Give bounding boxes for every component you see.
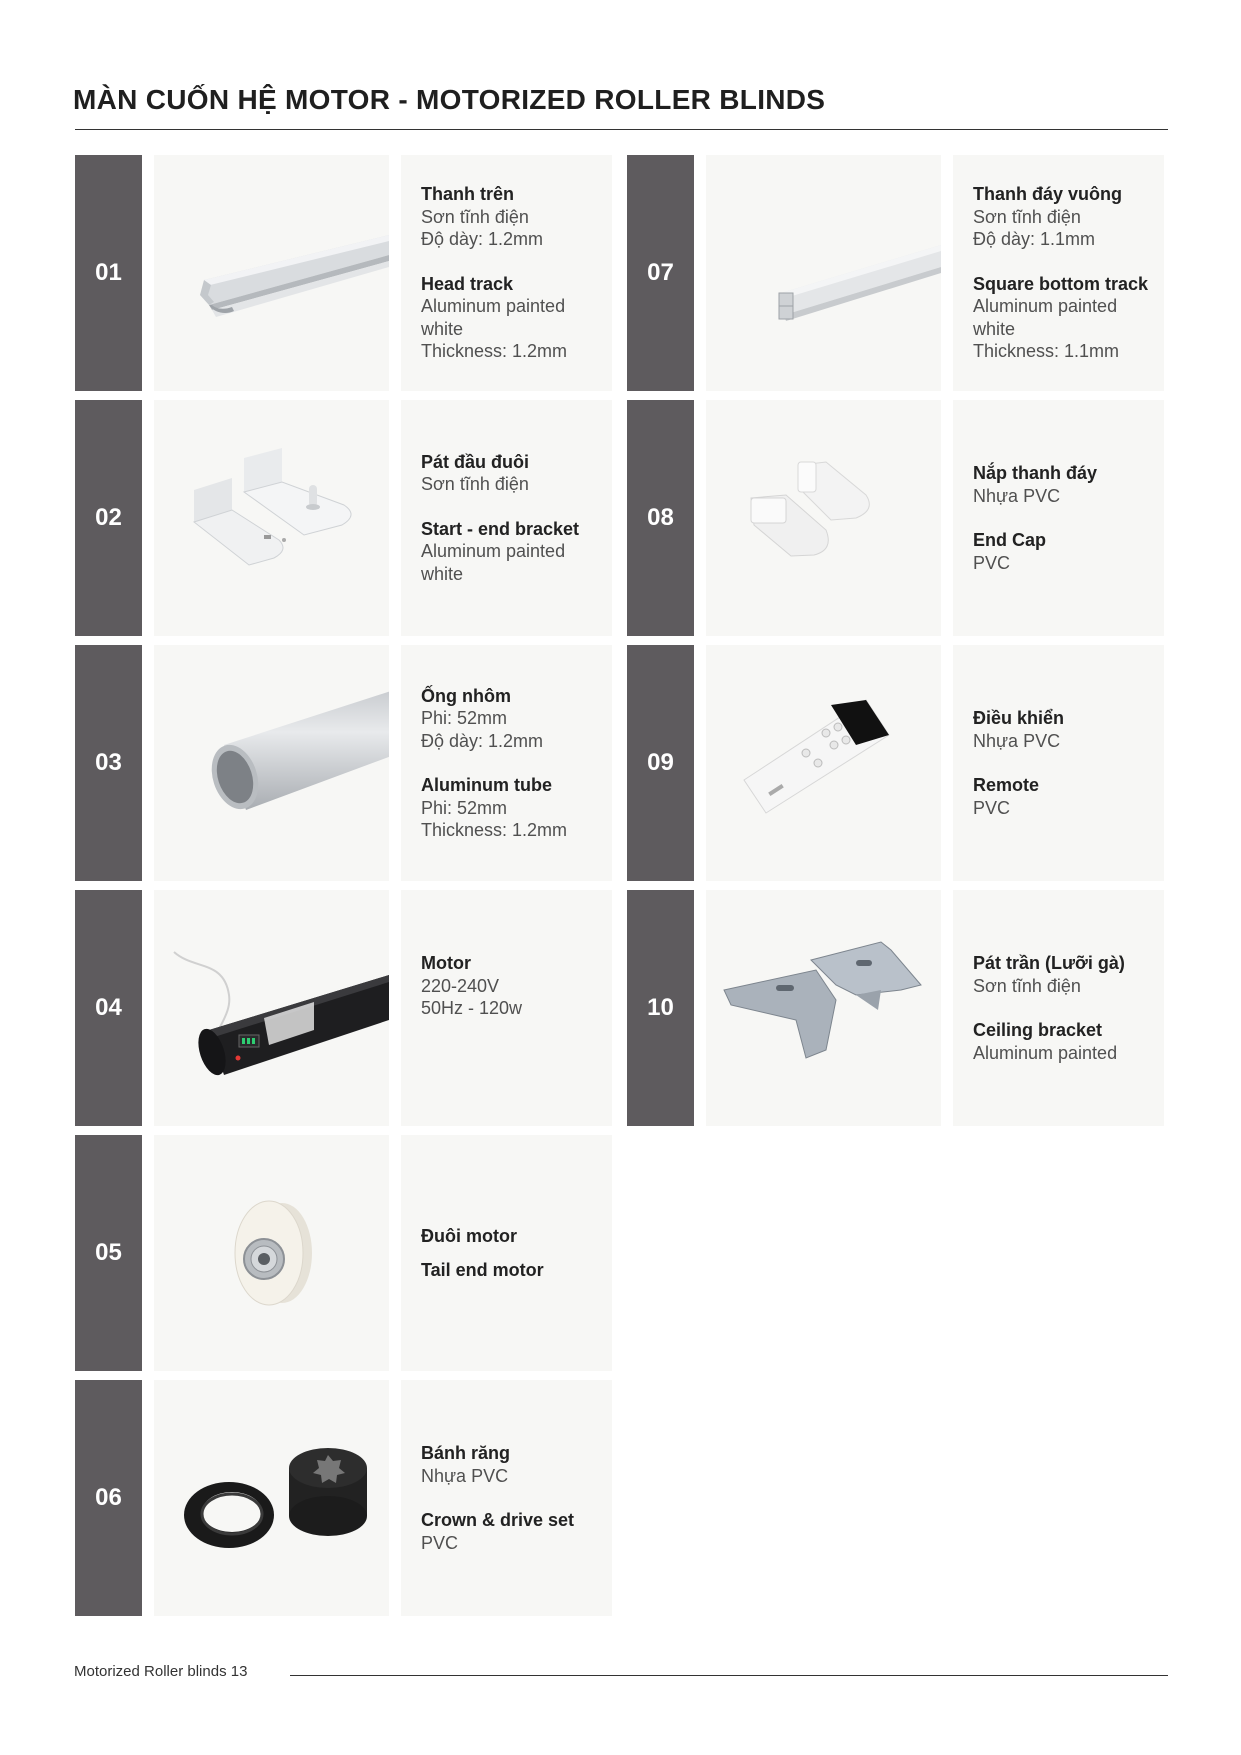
item-description — [401, 1380, 612, 1616]
product-item-10 — [627, 890, 1178, 1126]
vi-line: Sơn tĩnh điện — [973, 975, 1081, 996]
en-title: Crown & drive set — [421, 1510, 575, 1530]
en-line: Phi: 52mm — [421, 797, 508, 818]
vi-line: Phi: 52mm — [421, 708, 508, 728]
bottom-track-image — [706, 155, 941, 391]
motor-image — [154, 890, 389, 1126]
item-number: 06 — [75, 1380, 142, 1616]
product-item-07 — [627, 155, 1178, 391]
item-description — [401, 1135, 612, 1371]
vi-line: 220-240V — [421, 975, 500, 996]
title-divider — [75, 129, 1168, 130]
item-description — [401, 400, 612, 636]
en-title: Start - end bracket — [421, 518, 580, 539]
en-line: Aluminum painted — [973, 1042, 1118, 1063]
vi-title: Thanh đáy vuông — [973, 184, 1123, 205]
product-item-02 — [75, 400, 626, 636]
en-line: Thickness: 1.2mm — [421, 820, 568, 840]
item-number: 08 — [627, 400, 694, 636]
vi-line: Sơn tĩnh điện — [973, 206, 1081, 227]
item-number: 07 — [627, 155, 694, 391]
vi-line: Nhựa PVC — [973, 730, 1061, 751]
item-number: 05 — [75, 1135, 142, 1371]
item-number: 02 — [75, 400, 142, 636]
product-item-08 — [627, 400, 1178, 636]
item-description — [953, 890, 1164, 1126]
vi-title: Điều khiển — [973, 708, 1065, 728]
en-title: End Cap — [973, 530, 1047, 550]
product-item-06 — [75, 1380, 626, 1616]
en-line: Thickness: 1.1mm — [973, 341, 1120, 362]
vi-line: Sơn tĩnh điện — [421, 474, 529, 495]
bracket-image — [154, 400, 389, 636]
vi-line: Độ dày: 1.2mm — [421, 730, 544, 751]
vi-title: Ống nhôm — [421, 685, 511, 706]
item-description — [401, 155, 612, 391]
en-title: Remote — [973, 775, 1040, 795]
footer-divider — [290, 1675, 1168, 1676]
en-line: white — [973, 318, 1016, 339]
aluminum-tube-image — [154, 645, 389, 881]
product-item-05 — [75, 1135, 626, 1371]
en-title: Aluminum tube — [421, 775, 552, 795]
crown-drive-image — [154, 1380, 389, 1616]
item-description — [401, 645, 612, 881]
item-description — [953, 645, 1164, 881]
en-title: Ceiling bracket — [973, 1020, 1103, 1040]
en-line: PVC — [973, 552, 1011, 573]
item-description — [953, 400, 1164, 636]
en-line: white — [421, 318, 464, 339]
head-track-image — [154, 155, 389, 391]
item-number: 04 — [75, 890, 142, 1126]
item-number: 09 — [627, 645, 694, 881]
en-line: Aluminum painted — [421, 541, 566, 562]
en-line: Aluminum painted — [973, 296, 1118, 317]
vi-line: 50Hz - 120w — [421, 998, 523, 1019]
product-item-04 — [75, 890, 626, 1126]
vi-line: Độ dày: 1.1mm — [973, 229, 1096, 250]
vi-title: Pát trần (Lưỡi gà) — [973, 953, 1125, 973]
en-title: Head track — [421, 273, 514, 294]
vi-title: Thanh trên — [421, 184, 514, 205]
tail-end-image — [154, 1135, 389, 1371]
ceiling-bracket-image — [706, 890, 941, 1126]
en-line: PVC — [421, 1532, 459, 1553]
en-title: Tail end motor — [421, 1259, 544, 1280]
vi-title: Bánh răng — [421, 1443, 511, 1463]
item-description — [401, 890, 612, 1126]
item-description — [953, 155, 1164, 391]
vi-title: Motor — [421, 953, 471, 974]
vi-line: Nhựa PVC — [421, 1465, 509, 1486]
item-number: 01 — [75, 155, 142, 391]
vi-title: Đuôi motor — [421, 1226, 517, 1246]
page-footer: Motorized Roller blinds 13 — [74, 1663, 248, 1680]
product-item-01 — [75, 155, 626, 391]
vi-line: Độ dày: 1.2mm — [421, 229, 544, 250]
en-line: PVC — [973, 797, 1011, 818]
en-line: Aluminum painted — [421, 296, 566, 317]
vi-title: Nắp thanh đáy — [973, 463, 1098, 483]
item-number: 03 — [75, 645, 142, 881]
vi-title: Pát đầu đuôi — [421, 451, 529, 472]
en-line: Thickness: 1.2mm — [421, 341, 568, 362]
vi-line: Nhựa PVC — [973, 485, 1061, 506]
en-line: white — [421, 563, 464, 584]
item-number: 10 — [627, 890, 694, 1126]
remote-image — [706, 645, 941, 881]
vi-line: Sơn tĩnh điện — [421, 206, 529, 227]
end-cap-image — [706, 400, 941, 636]
page-title: MÀN CUỐN HỆ MOTOR - MOTORIZED ROLLER BLINDS — [73, 84, 826, 115]
product-item-03 — [75, 645, 626, 881]
product-item-09 — [627, 645, 1178, 881]
en-title: Square bottom track — [973, 273, 1149, 294]
